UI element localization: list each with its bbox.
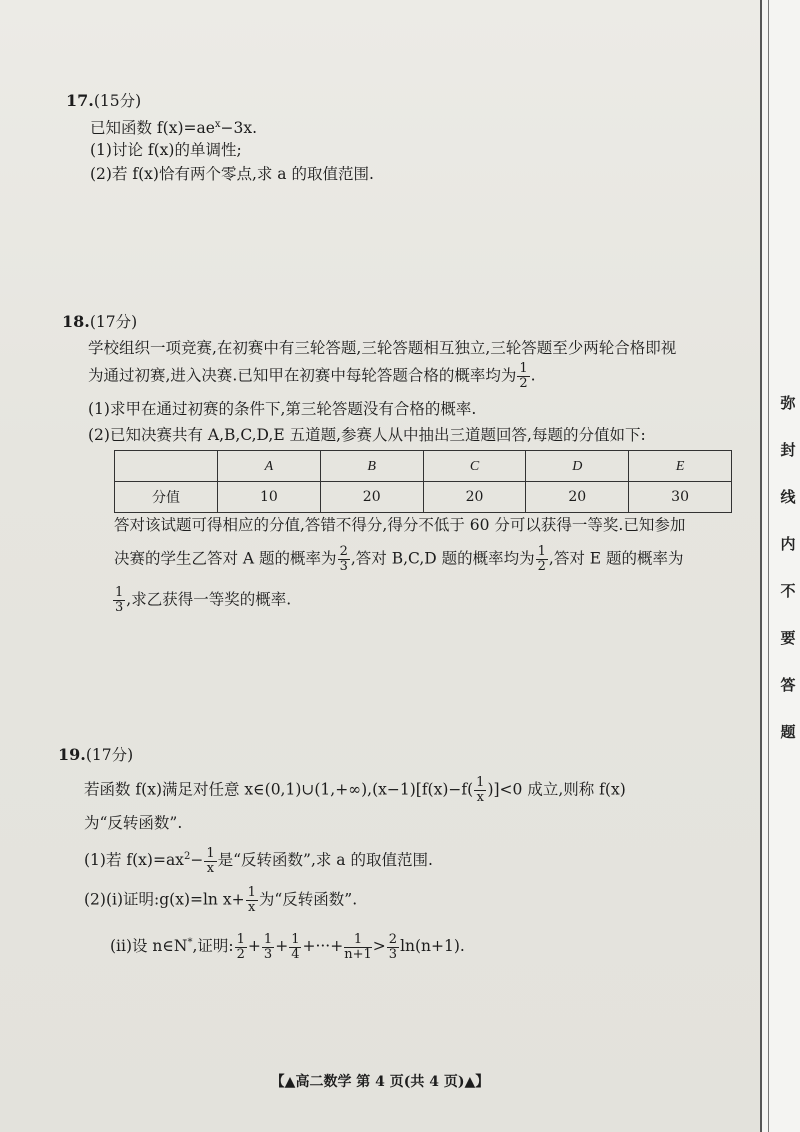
fraction <box>235 933 247 962</box>
q18-number: 18. <box>62 312 90 331</box>
fraction <box>113 586 125 615</box>
q18-after-line2c: ,答对 E 题的概率为 <box>548 549 684 568</box>
fraction-denominator: 2 <box>537 559 546 574</box>
fraction-denominator: 2 <box>519 376 528 391</box>
fraction-numerator: 2 <box>388 931 398 947</box>
fraction-denominator: 3 <box>388 946 398 962</box>
q18-header <box>62 311 137 333</box>
fraction-denominator: 3 <box>263 946 273 962</box>
fraction-numerator: 1 <box>344 933 372 948</box>
score-cell: 20 <box>423 482 526 513</box>
q18-stem-line2-text: 为通过初赛,进入决赛.已知甲在初赛中每轮答题合格的概率均为 <box>88 366 517 385</box>
q18-part1: (1)求甲在通过初赛的条件下,第三轮答题没有合格的概率. <box>88 400 477 418</box>
q18-after-line2b: ,答对 B,C,D 题的概率均为 <box>350 549 535 568</box>
seal-char: 要 <box>780 629 796 647</box>
q18-after-line2 <box>114 545 684 574</box>
q19-stem-line1 <box>84 776 626 805</box>
q17-part1: (1)讨论 f(x)的单调性; <box>90 141 242 159</box>
q18-stem-line1: 学校组织一项竞赛,在初赛中有三轮答题,三轮答题相互独立,三轮答题至少两轮合格即视 <box>88 339 677 357</box>
q19-part1 <box>84 846 433 876</box>
seal-line <box>768 0 769 1132</box>
page-footer: 【▲高二数学 第 4 页(共 4 页)▲】 <box>270 1074 490 1090</box>
q17-stem-text: 已知函数 f(x)=ae <box>90 119 215 138</box>
seal-char: 内 <box>780 535 796 553</box>
seal-char: 线 <box>780 488 796 506</box>
q19-header <box>58 744 133 766</box>
q19-part3-b: ,证明: <box>192 937 234 956</box>
score-cell: 20 <box>320 482 423 513</box>
fraction-numerator: 1 <box>247 885 256 900</box>
q17-number: 17. <box>66 91 94 110</box>
fraction <box>387 933 399 962</box>
table-header-cell <box>526 451 629 482</box>
fraction <box>338 545 350 574</box>
fraction <box>536 545 548 574</box>
q19-part2 <box>84 886 357 915</box>
fraction <box>204 847 216 876</box>
seal-char: 题 <box>780 723 796 741</box>
score-cell: 30 <box>629 482 732 513</box>
q18-after-line1: 答对该试题可得相应的分值,答错不得分,得分不低于 60 分可以获得一等奖.已知参加 <box>114 516 686 534</box>
q19-rhs-tail: ln(n+1). <box>400 937 465 956</box>
score-table <box>114 450 732 513</box>
q19-number: 19. <box>58 745 86 764</box>
fraction-denominator: x <box>248 900 256 915</box>
q19-part2-a: (2)(i)证明:g(x)=ln x+ <box>84 890 245 909</box>
seal-char: 答 <box>780 676 796 694</box>
table-header-cell <box>320 451 423 482</box>
header-c: C <box>469 458 480 474</box>
q18-after-line3-text: ,求乙获得一等奖的概率. <box>126 590 292 609</box>
fraction <box>474 776 486 805</box>
seal-notice <box>776 380 800 756</box>
row-label: 分值 <box>115 482 218 513</box>
q19-part3-a: (ii)设 n∈N <box>110 937 188 956</box>
q18-part2: (2)已知决赛共有 A,B,C,D,E 五道题,参赛人从中抽出三道题回答,每题的分值如下: <box>88 426 646 444</box>
fraction-denominator: 2 <box>236 946 245 962</box>
fraction-denominator: 4 <box>291 946 300 962</box>
fraction-numerator: 1 <box>476 775 485 790</box>
q18-after-line3 <box>112 586 291 615</box>
q19-part2-b: 为“反转函数”. <box>258 890 358 909</box>
q19-part1-exponent: 2 <box>183 851 191 862</box>
q17-exponent: x <box>214 119 221 130</box>
q18-points: (17分) <box>89 313 138 331</box>
q19-part1-c: 是“反转函数”,求 a 的取值范围. <box>217 851 433 870</box>
q17-stem <box>90 114 257 139</box>
fraction-numerator: 1 <box>537 544 546 559</box>
header-d: D <box>572 458 583 474</box>
fraction-denominator: x <box>206 860 215 876</box>
fraction-numerator: 1 <box>115 585 124 600</box>
fraction-denominator: x <box>476 790 484 805</box>
fraction-numerator: 1 <box>291 931 300 947</box>
seal-char: 弥 <box>780 394 796 412</box>
greater-than: > <box>372 937 386 956</box>
q19-stem-a: 若函数 f(x)满足对任意 x∈(0,1)∪(1,+∞),(x−1)[f(x)−f( <box>84 780 474 799</box>
fraction <box>517 362 529 391</box>
fraction-denominator: 3 <box>115 600 124 615</box>
fraction-denominator: 3 <box>339 559 348 574</box>
table-row <box>115 482 732 513</box>
q19-part3: (ii)设 n∈N*,证明: $\frac{1}{2}$ + $\frac{1}{3}$ + $\frac{1}{4}$ +···+ $\frac{1}{n+1}$ > $\frac{2}{3}$ ln(n+1). <box>110 931 465 962</box>
table-header-cell <box>423 451 526 482</box>
seal-char: 不 <box>780 582 796 600</box>
table-header-row <box>115 451 732 482</box>
fraction-numerator: 1 <box>236 931 245 947</box>
q17-part2: (2)若 f(x)恰有两个零点,求 a 的取值范围. <box>90 165 374 183</box>
q17-header <box>66 90 141 112</box>
fraction-numerator: 1 <box>206 845 215 861</box>
q19-part1-b: − <box>190 851 204 870</box>
fraction <box>344 933 372 962</box>
q17-points: (15分) <box>93 92 142 110</box>
score-cell: 10 <box>218 482 321 513</box>
sum-ellipsis: +···+ <box>302 937 344 956</box>
table-header-cell <box>629 451 732 482</box>
fraction-numerator: 2 <box>339 544 348 559</box>
seal-char: 封 <box>780 441 796 459</box>
q17-stem-end: −3x. <box>220 119 258 138</box>
header-b: B <box>367 458 376 474</box>
q18-stem-line2: 为通过初赛,进入决赛.已知甲在初赛中每轮答题合格的概率均为 $\frac{1}{2}$ . <box>88 361 536 391</box>
header-e: E <box>675 458 685 474</box>
score-cell: 20 <box>526 482 629 513</box>
q18-after-line2a: 决赛的学生乙答对 A 题的概率为 <box>114 549 337 568</box>
fraction <box>289 933 301 962</box>
q19-part1-a: (1)若 f(x)=ax <box>84 851 184 870</box>
fraction <box>246 886 258 915</box>
table-header-cell <box>115 451 218 482</box>
q19-part3-sup: * <box>187 937 193 948</box>
q19-stem-b: )]<0 成立,则称 f(x) <box>487 780 626 799</box>
header-a: A <box>264 458 274 474</box>
q19-stem-line2: 为“反转函数”. <box>84 814 183 832</box>
fraction-numerator: 1 <box>519 361 528 376</box>
q19-points: (17分) <box>85 746 134 764</box>
fraction-denominator: n+1 <box>344 946 372 962</box>
fraction <box>262 933 274 962</box>
fraction-numerator: 1 <box>263 931 273 947</box>
table-header-cell <box>218 451 321 482</box>
